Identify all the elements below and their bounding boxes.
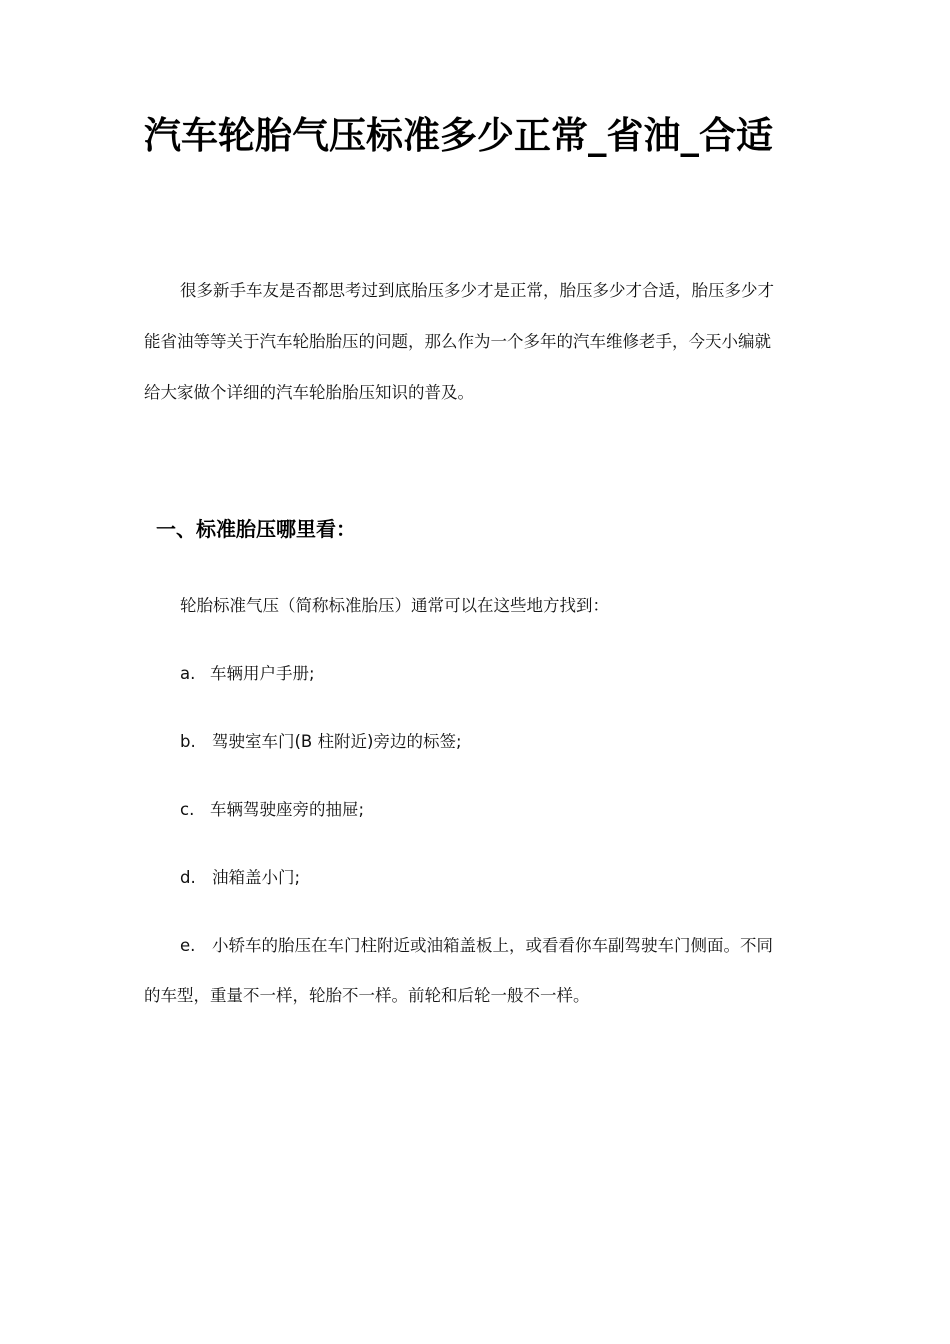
list-marker: a. (180, 664, 196, 683)
list-marker: c. (180, 800, 195, 819)
list-item-text: 车辆驾驶座旁的抽屉; (210, 800, 365, 819)
list-marker: d. (180, 868, 196, 887)
intro-line: 给大家做个详细的汽车轮胎胎压知识的普及。 (144, 383, 474, 402)
list-marker: e. (180, 936, 196, 955)
section-lead: 轮胎标准气压（简称标准胎压）通常可以在这些地方找到： (180, 596, 609, 615)
list-item (180, 796, 364, 824)
list-item (180, 660, 315, 688)
list-item-text: 车辆用户手册; (210, 664, 315, 683)
list-item-continuation: 的车型，重量不一样，轮胎不一样。前轮和后轮一般不一样。 (144, 986, 590, 1005)
list-item-text: 驾驶室车门(B 柱附近)旁边的标签; (212, 732, 462, 751)
list-marker: b. (180, 732, 196, 751)
intro-paragraph (144, 265, 809, 418)
list-item (180, 728, 462, 756)
intro-line: 很多新手车友是否都思考过到底胎压多少才是正常，胎压多少才合适，胎压多少才 (180, 281, 774, 300)
page-title: 汽车轮胎气压标准多少正常_省油_合适 (144, 114, 773, 157)
list-item-text: 油箱盖小门; (212, 868, 301, 887)
list-item (180, 864, 300, 892)
section-heading: 一、标准胎压哪里看： (156, 517, 356, 541)
list-item-text: 小轿车的胎压在车门柱附近或油箱盖板上，或看看你车副驾驶车门侧面。不同 (212, 936, 773, 955)
list-item (180, 932, 773, 960)
intro-line: 能省油等等关于汽车轮胎胎压的问题，那么作为一个多年的汽车维修老手，今天小编就 (144, 332, 771, 351)
